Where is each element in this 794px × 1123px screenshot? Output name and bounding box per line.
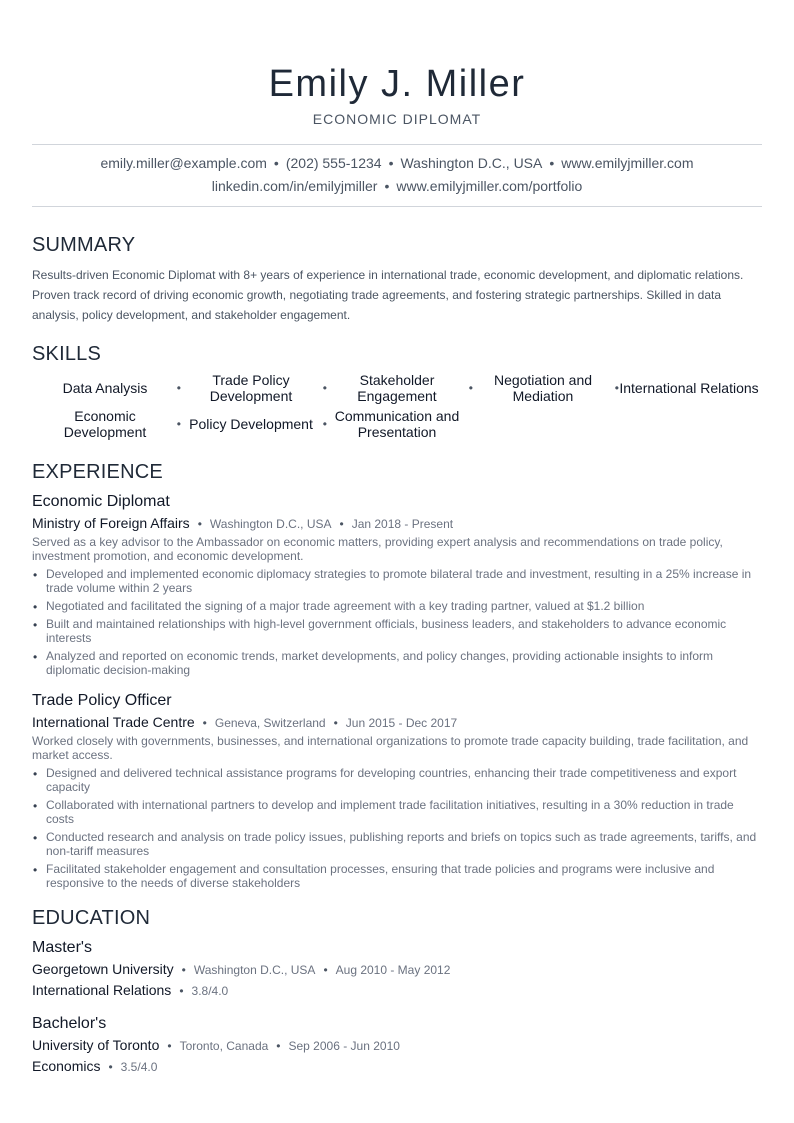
skill-label: Policy Development (189, 416, 313, 432)
skill-label: Economic Development (63, 408, 147, 440)
education-entry (32, 938, 762, 1000)
summary-heading: SUMMARY (32, 234, 136, 256)
education-degree: Master's (32, 939, 92, 956)
job-bullet: • Analyzed and reported on economic trends, market developments, and policy changes, providing actionable insights to inform diplomatic decision-making (32, 649, 762, 677)
job-location: Geneva, Switzerland (214, 716, 326, 730)
candidate-name: Emily J. Miller (268, 63, 526, 105)
separator-dot: • (181, 963, 186, 977)
separator-dot: • (614, 381, 619, 395)
separator-dot: • (108, 1060, 113, 1074)
job-dates: Jan 2018 - Present (351, 517, 454, 531)
contact-email[interactable]: emily.miller@example.com (100, 155, 267, 171)
education-field: Economics (32, 1058, 101, 1074)
job-bullet: • Developed and implemented economic diplomacy strategies to promote bilateral trade and investment, resulting in a 25% increase in trade volume within 2 years (32, 567, 762, 595)
education-gpa: 3.8/4.0 (191, 984, 229, 998)
skill-item (324, 372, 473, 404)
contact-portfolio[interactable]: www.emilyjmiller.com/portfolio (396, 178, 583, 194)
separator-dot: • (176, 417, 181, 431)
job-meta (32, 514, 762, 533)
separator-dot: • (197, 517, 202, 531)
skill-label: Negotiation and Mediation (493, 372, 593, 404)
skill-item (616, 372, 762, 404)
separator-dot: • (333, 716, 338, 730)
job-bullet: • Conducted research and analysis on trade policy issues, publishing reports and briefs on topics such as trade agreements, tariffs, and non-tariff measures (32, 830, 762, 858)
education-location: Washington D.C., USA (193, 963, 316, 977)
separator-dot: • (167, 1039, 172, 1053)
skill-item (470, 372, 619, 404)
education-dates: Aug 2010 - May 2012 (335, 963, 451, 977)
education-school-line (32, 960, 762, 979)
separator-dot: • (388, 155, 394, 171)
job-description: Worked closely with governments, businesses, and international organizations to promote trade capacity building, trade facilitation, and market access. (32, 734, 749, 762)
education-entry (32, 1014, 762, 1076)
job-company: Ministry of Foreign Affairs (32, 515, 190, 531)
separator-dot: • (549, 155, 555, 171)
education-degree: Bachelor's (32, 1015, 107, 1032)
job-bullet: • Designed and delivered technical assistance programs for developing countries, enhancing their trade competitiveness and export capacity (32, 766, 762, 794)
job-dates: Jun 2015 - Dec 2017 (345, 716, 458, 730)
skill-item (178, 408, 327, 440)
contact-phone[interactable]: (202) 555-1234 (285, 155, 382, 171)
skill-item (324, 408, 470, 440)
job-bullets (32, 766, 762, 890)
job-meta (32, 713, 762, 732)
contact-block (32, 145, 762, 206)
separator-dot: • (176, 381, 181, 395)
separator-dot: • (322, 417, 327, 431)
header-divider-bottom (32, 206, 762, 207)
skill-item (32, 372, 181, 404)
separator-dot: • (468, 381, 473, 395)
skills-heading: SKILLS (32, 343, 102, 365)
education-dates: Sep 2006 - Jun 2010 (288, 1039, 400, 1053)
education-school-line (32, 1036, 762, 1055)
separator-dot: • (273, 155, 279, 171)
education-location: Toronto, Canada (179, 1039, 269, 1053)
job-location: Washington D.C., USA (209, 517, 332, 531)
skill-label: Communication and Presentation (334, 408, 460, 440)
summary-text: Results-driven Economic Diplomat with 8+ years of experience in international trade, economic development, and diplomatic relations. Proven track record of driving economic growth, negotiating trade agreements, and fostering strategic partnerships. Skilled in data analysis, policy development, and stakeholder engagement. (32, 268, 744, 322)
job-entry (32, 492, 762, 677)
skill-label: International Relations (619, 380, 759, 396)
separator-dot: • (323, 963, 328, 977)
job-bullet: • Facilitated stakeholder engagement and consultation processes, ensuring that trade policies and programs were inclusive and responsive to the needs of diverse stakeholders (32, 862, 762, 890)
separator-dot: • (322, 381, 327, 395)
job-bullet: • Negotiated and facilitated the signing of a major trade agreement with a key trading partner, valued at $1.2 billion (32, 599, 762, 613)
job-entry (32, 691, 762, 890)
job-description: Served as a key advisor to the Ambassador on economic matters, providing expert analysis and recommendations on trade policy, investment promotion, and economic development. (32, 535, 723, 563)
education-field-line (32, 1057, 762, 1076)
separator-dot: • (179, 984, 184, 998)
experience-heading: EXPERIENCE (32, 461, 163, 483)
contact-linkedin[interactable]: linkedin.com/in/emilyjmiller (211, 178, 378, 194)
job-title: Economic Diplomat (32, 493, 170, 510)
job-bullets (32, 567, 762, 677)
skill-item (178, 372, 327, 404)
skill-label: Stakeholder Engagement (357, 372, 437, 404)
education-field-line (32, 981, 762, 1000)
skill-item (32, 408, 181, 440)
education-school: University of Toronto (32, 1037, 160, 1053)
candidate-title: ECONOMIC DIPLOMAT (312, 111, 482, 127)
job-bullet: • Collaborated with international partners to develop and implement trade facilitation initiatives, resulting in a 30% reduction in trade costs (32, 798, 762, 826)
skill-label: Trade Policy Development (209, 372, 293, 404)
separator-dot: • (276, 1039, 281, 1053)
contact-line-1 (32, 152, 762, 175)
skill-label: Data Analysis (62, 380, 148, 396)
education-heading: EDUCATION (32, 907, 151, 929)
education-school: Georgetown University (32, 961, 174, 977)
contact-location: Washington D.C., USA (400, 155, 543, 171)
separator-dot: • (339, 517, 344, 531)
education-gpa: 3.5/4.0 (120, 1060, 158, 1074)
separator-dot: • (202, 716, 207, 730)
education-field: International Relations (32, 982, 172, 998)
job-bullet: • Built and maintained relationships with high-level government officials, business leaders, and stakeholders to advance economic interests (32, 617, 762, 645)
separator-dot: • (384, 178, 390, 194)
skills-grid (32, 372, 762, 440)
contact-website[interactable]: www.emilyjmiller.com (561, 155, 694, 171)
job-title: Trade Policy Officer (32, 692, 172, 709)
contact-line-2 (32, 175, 762, 198)
job-company: International Trade Centre (32, 714, 195, 730)
